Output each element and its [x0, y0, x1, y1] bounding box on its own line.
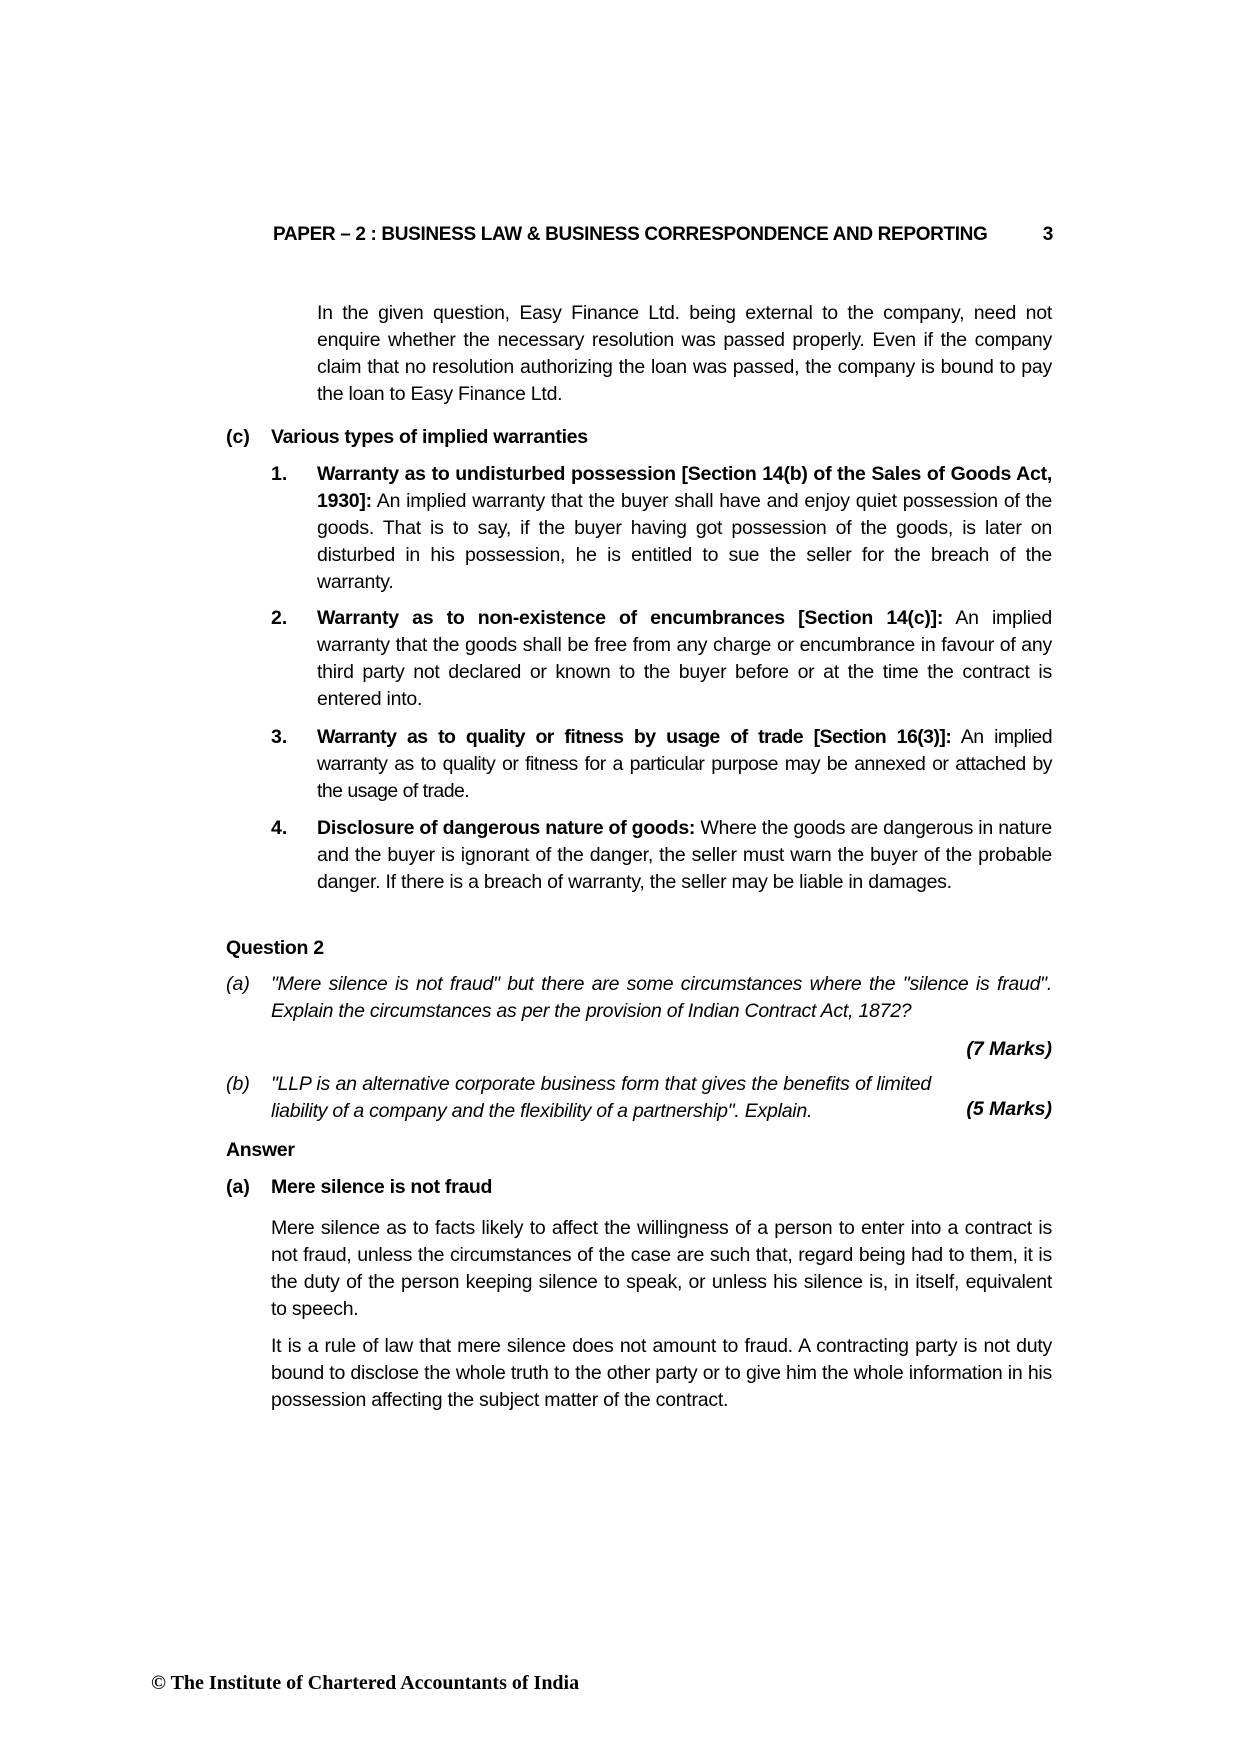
item-1-number: 1.	[271, 463, 288, 485]
item-2-number: 2.	[271, 607, 288, 629]
copyright-footer: © The Institute of Chartered Accountants of India	[151, 1672, 580, 1694]
section-c-heading: Various types of implied warranties	[271, 426, 588, 448]
answer-a-heading: Mere silence is not fraud	[271, 1176, 493, 1198]
page-number: 3	[1042, 224, 1053, 245]
warranty-item-2	[317, 605, 1052, 713]
page-header	[273, 224, 1053, 254]
item-2-text: An implied warranty that the goods shall be free from any charge or encumbrance in favour of any third party not declared or known to the buyer before or at the time the contract is entered into.	[317, 607, 1052, 710]
item-4-number: 4.	[271, 817, 288, 839]
item-3-text: An implied warranty as to quality or fitness for a particular purpose may be annexed or attached by the usage of trade.	[317, 726, 1052, 802]
answer-heading: Answer	[226, 1139, 295, 1161]
warranty-item-1	[317, 461, 1052, 596]
question-2a-label: (a)	[226, 973, 250, 995]
answer-a-paragraph-1: Mere silence as to facts likely to affect the willingness of a person to enter into a contract is not fraud, unless the circumstances of the case are such that, regard being had to them, it is the duty of the person keeping silence to speak, or unless his silence is, in itself, equivalent to speech.	[271, 1217, 1052, 1320]
question-2b-marks: (5 Marks)	[966, 1098, 1052, 1120]
warranty-item-4	[317, 815, 1052, 896]
intro-paragraph: In the given question, Easy Finance Ltd. being external to the company, need not enquire whether the necessary resolution was passed properly. Even if the company claim that no resolution authorizing the loan was passed, the company is bound to pay the loan to Easy Finance Ltd.	[317, 302, 1052, 405]
item-4-text: Where the goods are dangerous in nature and the buyer is ignorant of the danger, the seller must warn the buyer of the probable danger. If there is a breach of warranty, the seller may be liable in damages.	[317, 817, 1052, 893]
section-c-label: (c)	[226, 426, 250, 448]
item-1-title: Warranty as to undisturbed possession [Section 14(b) of the Sales of Goods Act, 1930]:	[317, 463, 1052, 512]
question-2a-text: "Mere silence is not fraud" but there are some circumstances where the "silence is fraud". Explain the circumstances as per the provision of Indian Contract Act, 1872?	[271, 973, 1052, 1022]
item-3-title: Warranty as to quality or fitness by usage of trade [Section 16(3)]:	[317, 726, 952, 748]
item-3-number: 3.	[271, 726, 288, 748]
answer-a-label: (a)	[226, 1176, 250, 1198]
answer-a-paragraph-2: It is a rule of law that mere silence does not amount to fraud. A contracting party is not duty bound to disclose the whole truth to the other party or to give him the whole information in his possession affecting the subject matter of the contract.	[271, 1335, 1052, 1411]
item-2-title: Warranty as to non-existence of encumbrances [Section 14(c)]:	[317, 607, 944, 629]
item-1-text: An implied warranty that the buyer shall have and enjoy quiet possession of the goods. That is to say, if the buyer having got possession of the goods, is later on disturbed in his possession, he is entitled to sue the seller for the breach of the warranty.	[317, 490, 1052, 593]
question-2-heading: Question 2	[226, 937, 324, 959]
question-2b-label: (b)	[226, 1073, 250, 1095]
question-2b-text: "LLP is an alternative corporate business form that gives the benefits of limited liability of a company and the flexibility of a partnership". Explain.	[271, 1073, 931, 1122]
warranty-item-3	[317, 724, 1052, 805]
question-2a-marks: (7 Marks)	[966, 1038, 1052, 1060]
paper-title: PAPER – 2 : BUSINESS LAW & BUSINESS CORRESPONDENCE AND REPORTING	[273, 224, 988, 245]
item-4-title: Disclosure of dangerous nature of goods:	[317, 817, 696, 839]
